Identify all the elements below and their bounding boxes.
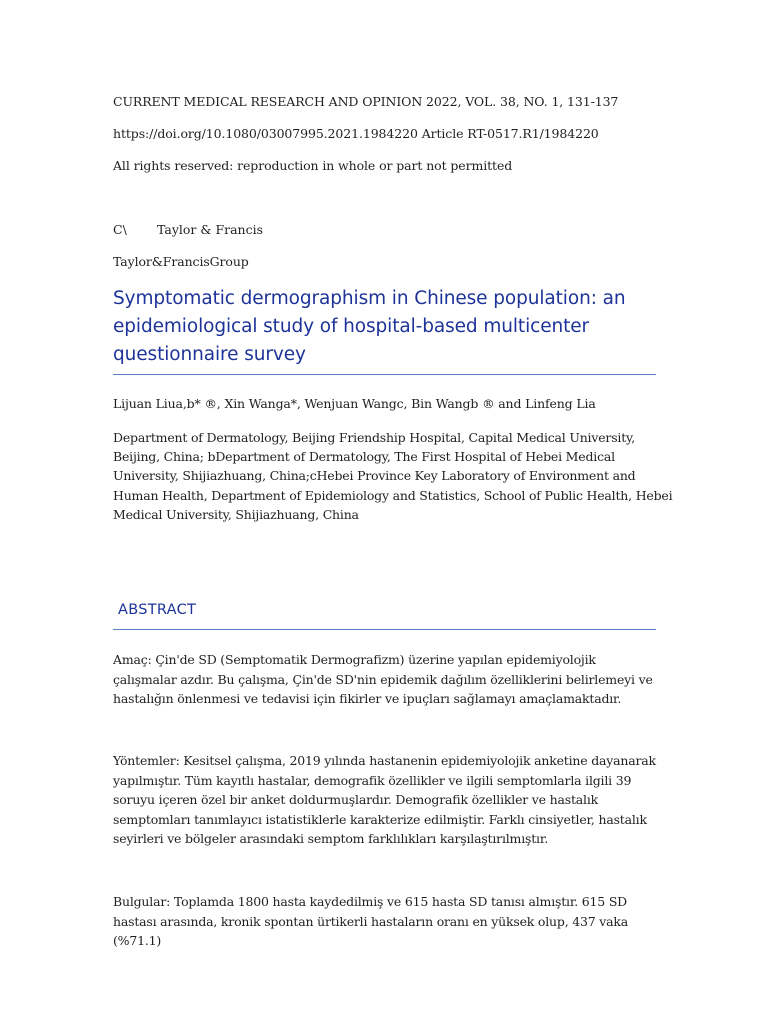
article-title: Symptomatic dermographism in Chinese population: an epidemiological study of hospital-based multicenter questionnaire survey [113,288,626,365]
publisher-group: Taylor&FrancisGroup [113,254,249,269]
journal-citation: CURRENT MEDICAL RESEARCH AND OPINION 2022, VOL. 38, NO. 1, 131-137 [113,94,619,109]
rights-notice: All rights reserved: reproduction in whole or part not permitted [113,158,513,173]
author-list: Lijuan Liua,b* ®, Xin Wanga*, Wenjuan Wangc, Bin Wangb ® and Linfeng Lia [113,396,596,411]
publisher-name: Taylor & Francis [157,222,264,237]
abstract-heading: ABSTRACT [118,602,197,618]
abstract-results: Bulgular: Toplamda 1800 hasta kaydedilmiş ve 615 hasta SD tanısı almıştır. 615 SD hastası arasında, kronik spontan ürtikerli hastaların oranı en yüksek olup, 437 vaka (%71.1) [113,894,629,948]
publisher-logo-mark: C\ [113,222,127,237]
author-affiliations: Department of Dermatology, Beijing Friendship Hospital, Capital Medical University, Beijing, China; bDepartment of Dermatology, The First Hospital of Hebei Medical University, Shijiazhuang, China;cHebei Province Key Laboratory of Environment and Human Health, Department of Epidemiology and Statistics, School of Public Health, Hebei Medical University, Shijiazhuang, China [113,430,673,522]
abstract-divider [113,629,656,630]
publisher-logo-row [113,222,263,238]
doi-line: https://doi.org/10.1080/03007995.2021.1984220 Article RT-0517.R1/1984220 [113,126,599,141]
abstract-methods: Yöntemler: Kesitsel çalışma, 2019 yılında hastanenin epidemiyolojik anketine dayanarak yapılmıştır. Tüm kayıtlı hastalar, demografik özellikler ve ilgili semptomlarla ilgili 39 soruyu içeren özel bir anket doldurmuşlardır. Demografik özellikler ve hastalık semptomları tanımlayıcı istatistiklerle karakterize edilmiştir. Farklı cinsiyetler, hastalık seyirleri ve bölgeler arasındaki semptom farklılıkları karşılaştırılmıştır. [113,753,656,846]
title-divider [113,374,656,375]
abstract-objective: Amaç: Çin'de SD (Semptomatik Dermografizm) üzerine yapılan epidemiyolojik çalışmalar azdır. Bu çalışma, Çin'de SD'nin epidemik dağılım özelliklerini belirlemeyi ve hastalığın önlenmesi ve tedavisi için fikirler ve ipuçları sağlamayı amaçlamaktadır. [113,652,653,706]
